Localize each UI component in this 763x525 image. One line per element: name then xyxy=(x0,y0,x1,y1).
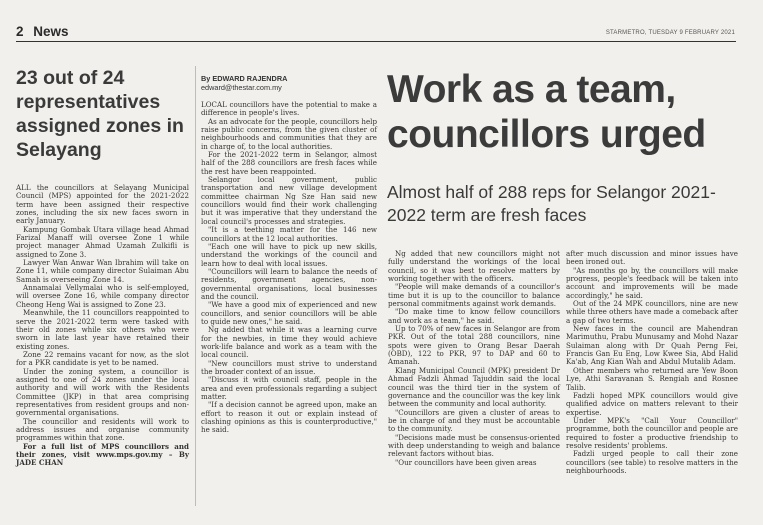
paragraph: New faces in the council are Mahendran Marimuthu, Prabu Munusamy and Mohd Nazar Sulaiman along with Dr Quah Perng Fei, Francis Gan Eu Eng, Low Kwee Sia, Abd Halid Ka'ab, Ang Kian Wah and Abdul Mutalib Adam. xyxy=(566,324,738,367)
paragraph: ALL the councillors at Selayang Municipal Council (MPS) appointed for the 2021-2022 term have been assigned their respective zones, including the six new faces sworn in early January. xyxy=(16,183,189,226)
page-number: 2 xyxy=(16,24,24,39)
paragraph: "Councillors will learn to balance the needs of residents, government agencies, non-governmental organisations, local businesses and the council. xyxy=(201,266,377,301)
left-story-headline: 23 out of 24 representatives assigned zones in Selayang xyxy=(16,67,184,161)
main-story-column-b xyxy=(388,250,560,467)
paragraph: Kampung Gombak Utara village head Ahmad Farizal Manaff will oversee Zone 1 while project manager Ahmad Uzamah Zulkifli is assigned to Zone 3. xyxy=(16,224,189,259)
paragraph: For a full list of MPS councillors and their zones, visit www.mps.gov.my – By JADE CHAN xyxy=(16,441,189,468)
page-header xyxy=(16,24,69,39)
paragraph: Selangor local government, public transportation and new village development committee chairman Ng Sze Han said new councillors would find their work challenging but it was imperative that they understand the local council's processes and strategies. xyxy=(201,175,377,226)
paragraph: Out of the 24 MPK councillors, nine are new while three others have made a comeback after a gap of two terms. xyxy=(566,299,738,325)
paragraph: Other members who returned are Yew Boon Lye, Athi Saravanan S. Rengiah and Rosnee Talib. xyxy=(566,365,738,392)
paragraph: "New councillors must strive to understand the broader context of an issue. xyxy=(201,358,377,376)
paragraph: The councillor and residents will work to address issues and organise community programmes within that zone. xyxy=(16,416,189,443)
paragraph: Under the zoning system, a councillor is assigned to one of 24 zones under the local authority and will work with the Residents Committee (JKP) in that area comprising representatives from resident groups and non-governmental organisations. xyxy=(16,366,189,418)
byline-name: By EDWARD RAJENDRA xyxy=(201,74,288,83)
paragraph: "Decisions made must be consensus-oriented with deep understanding to weigh and balance relevant factors without bias. xyxy=(388,432,560,459)
paragraph: "It is a teething matter for the 146 new councillors at the 12 local authorities. xyxy=(201,225,377,243)
column-separator xyxy=(195,66,196,506)
paragraph: "Discuss it with council staff, people in the area and even professionals regarding a subject matter. xyxy=(201,375,377,402)
section-label: News xyxy=(33,24,69,39)
byline-email: edward@thestar.com.my xyxy=(201,83,282,92)
masthead-dateline: STARMETRO, TUESDAY 9 FEBRUARY 2021 xyxy=(605,30,735,36)
paragraph: "We have a good mix of experienced and new councillors, and senior councillors will be able to guide new ones," he said. xyxy=(201,300,377,326)
paragraph: Lawyer Wan Anwar Wan Ibrahim will take on Zone 11, while company director Sulaiman Abu Samah is overseeing Zone 14. xyxy=(16,258,189,284)
paragraph: Annamalai Vellymalai who is self-employed, will oversee Zone 16, while company director Cheong Heng Wai is assigned to Zone 23. xyxy=(16,283,189,309)
main-story-column-c xyxy=(566,250,738,475)
paragraph: As an advocate for the people, councillors help raise public concerns, from the given cluster of neighbourhoods and communities that they are in charge of, to the local authorities. xyxy=(201,116,377,151)
byline xyxy=(201,74,377,92)
paragraph: "If a decision cannot be agreed upon, make an effort to reason it out or explain instead of clashing opinions as this is counterproductive," he said. xyxy=(201,400,377,435)
header-rule xyxy=(16,41,736,42)
main-story-column-a xyxy=(201,101,377,435)
paragraph: For the 2021-2022 term in Selangor, almost half of the 288 councillors are fresh faces while the rest have been reappointed. xyxy=(201,150,377,176)
paragraph: Up to 70% of new faces in Selangor are from PKR. Out of the total 288 councillors, nine spots were given to Orang Besar Daerah (OBD), 122 to PKR, 97 to DAP and 60 to Amanah. xyxy=(388,324,560,367)
paragraph: Klang Municipal Council (MPK) president Dr Ahmad Fadzli Ahmad Tajuddin said the local council was the third tier in the system of governance and the councillor was the key link between the community and local authority. xyxy=(388,365,560,409)
paragraph: LOCAL councillors have the potential to make a difference in people's lives. xyxy=(201,100,377,118)
paragraph: Ng added that while it was a learning curve for the newbies, in time they would achieve work-life balance and work as a team with the local council. xyxy=(201,325,377,360)
paragraph: Fadzli hoped MPK councillors would give qualified advice on matters relevant to their expertise. xyxy=(566,390,738,417)
paragraph: Zone 22 remains vacant for now, as the slot for a PKR candidate is yet to be named. xyxy=(16,349,189,368)
paragraph: Under MPK's "Call Your Councillor" programme, both the councillor and people are required to foster a productive friendship to resolve residents' problems. xyxy=(566,415,738,450)
paragraph: "Do make time to know fellow councillors and work as a team," he said. xyxy=(388,307,560,325)
paragraph: "People will make demands of a councillor's time but it is up to the councillor to balance personal commitments against work demands. xyxy=(388,282,560,309)
paragraph: Ng added that new councillors might not fully understand the workings of the local council, so it was best to resolve matters by working together with the officers. xyxy=(388,249,560,284)
paragraph: Fadzli urged people to call their zone councillors (see table) to resolve matters in the neighbourhoods. xyxy=(566,449,738,475)
paragraph: "As months go by, the councillors will make progress, people's feedback will be taken into account and improvements will be made accordingly," he said. xyxy=(566,265,738,300)
paragraph: "Each one will have to pick up new skills, understand the workings of the council and learn how to deal with local issues. xyxy=(201,241,377,268)
paragraph: "Councillors are given a cluster of areas to be in charge of and they must be accountable to the community. xyxy=(388,407,560,434)
paragraph: Meanwhile, the 11 councillors reappointed to serve the 2021-2022 term were tasked with their old zones while six others who were sworn in late last year have retained their existing zones. xyxy=(16,308,189,351)
left-story-body xyxy=(16,184,189,468)
paragraph: after much discussion and minor issues have been ironed out. xyxy=(566,249,738,267)
main-headline: Work as a team, councillors urged xyxy=(387,68,706,156)
main-subheadline: Almost half of 288 reps for Selangor 2021-2022 term are fresh faces xyxy=(387,182,716,225)
paragraph: "Our councillors have been given areas xyxy=(395,457,537,467)
